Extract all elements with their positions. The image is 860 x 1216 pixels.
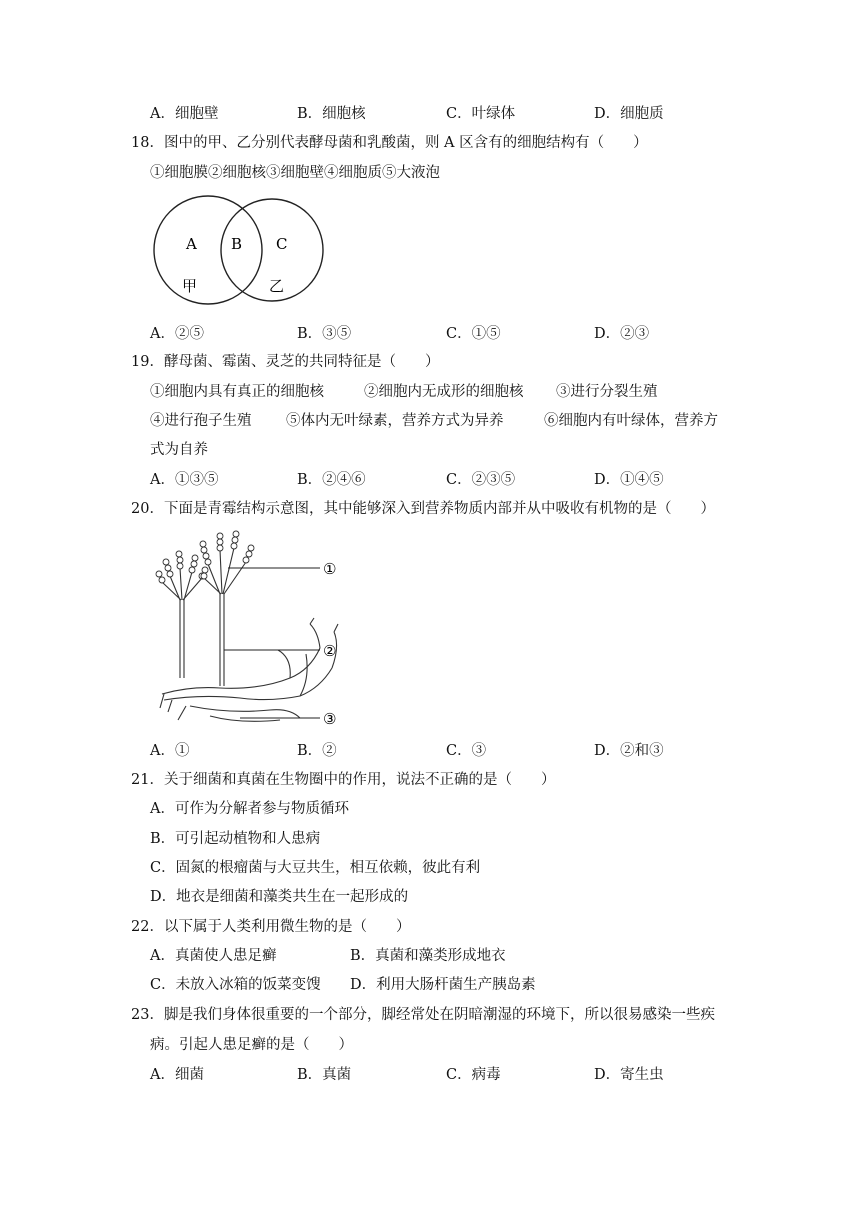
- q19-option-c[interactable]: C．②③⑤: [446, 472, 516, 488]
- venn-label-b: B: [231, 235, 243, 253]
- q18-option-b[interactable]: B．③⑤: [297, 326, 352, 342]
- q18-option-a[interactable]: A．②⑤: [150, 326, 204, 342]
- q21-stem: 21．关于细菌和真菌在生物圈中的作用，说法不正确的是（ ）: [131, 772, 556, 788]
- q19-item-1: ①细胞内具有真正的细胞核: [150, 384, 324, 400]
- q19-option-d[interactable]: D．①④⑤: [594, 472, 664, 488]
- q18-items: ①细胞膜②细胞核③细胞壁④细胞质⑤大液泡: [150, 165, 440, 181]
- q19-option-a[interactable]: A．①③⑤: [150, 472, 219, 488]
- q23-option-a[interactable]: A．细菌: [150, 1067, 204, 1083]
- q23-option-d[interactable]: D．寄生虫: [594, 1067, 664, 1083]
- penicillium-label-3: ③: [323, 710, 337, 728]
- q20-option-b[interactable]: B．②: [297, 743, 337, 759]
- q19-stem: 19．酵母菌、霉菌、灵芝的共同特征是（ ）: [131, 354, 440, 370]
- venn-label-a: A: [186, 235, 197, 253]
- q19-item-2: ②细胞内无成形的细胞核: [364, 384, 524, 400]
- q23-stem-line2: 病。引起人患足癣的是（ ）: [150, 1037, 353, 1053]
- venn-label-c: C: [276, 235, 288, 253]
- q22-option-d[interactable]: D．利用大肠杆菌生产胰岛素: [350, 977, 536, 993]
- q23-option-c[interactable]: C．病毒: [446, 1067, 501, 1083]
- q19-item-4: ④进行孢子生殖: [150, 413, 252, 429]
- q17-option-b[interactable]: B．细胞核: [297, 106, 366, 122]
- penicillium-label-2: ②: [323, 642, 337, 660]
- venn-diagram: [148, 193, 328, 311]
- q20-option-a[interactable]: A．①: [150, 743, 190, 759]
- q17-option-d[interactable]: D．细胞质: [594, 106, 664, 122]
- q20-option-c[interactable]: C．③: [446, 743, 487, 759]
- q22-option-a[interactable]: A．真菌使人患足癣: [150, 948, 277, 964]
- q18-option-c[interactable]: C．①⑤: [446, 326, 501, 342]
- q23-option-b[interactable]: B．真菌: [297, 1067, 352, 1083]
- venn-label-jia: 甲: [182, 277, 198, 295]
- q19-item-5: ⑤体内无叶绿素，营养方式为异养: [286, 413, 504, 429]
- q21-option-d[interactable]: D．地衣是细菌和藻类共生在一起形成的: [150, 889, 409, 905]
- q20-option-d[interactable]: D．②和③: [594, 743, 664, 759]
- q19-option-b[interactable]: B．②④⑥: [297, 472, 366, 488]
- q17-option-a[interactable]: A．细胞壁: [150, 106, 219, 122]
- q21-option-a[interactable]: A．可作为分解者参与物质循环: [150, 801, 349, 817]
- q19-item-3: ③进行分裂生殖: [556, 384, 658, 400]
- q22-option-c[interactable]: C．未放入冰箱的饭菜变馊: [150, 977, 321, 993]
- penicillium-diagram: [150, 528, 360, 734]
- q22-option-b[interactable]: B．真菌和藻类形成地衣: [350, 948, 506, 964]
- q20-stem: 20．下面是青霉结构示意图，其中能够深入到营养物质内部并从中吸收有机物的是（ ）: [131, 501, 715, 517]
- q19-item-6-cont: 式为自养: [150, 442, 208, 458]
- q19-item-6: ⑥细胞内有叶绿体，营养方: [544, 413, 718, 429]
- q21-option-b[interactable]: B．可引起动植物和人患病: [150, 831, 321, 847]
- q18-option-d[interactable]: D．②③: [594, 326, 650, 342]
- q23-stem-line1: 23．脚是我们身体很重要的一个部分，脚经常处在阴暗潮湿的环境下，所以很易感染一些疾: [131, 1007, 715, 1023]
- q17-option-c[interactable]: C．叶绿体: [446, 106, 516, 122]
- q18-stem: 18．图中的甲、乙分别代表酵母菌和乳酸菌，则 A 区含有的细胞结构有（ ）: [131, 135, 648, 151]
- venn-label-yi: 乙: [269, 277, 285, 295]
- penicillium-label-1: ①: [323, 560, 337, 578]
- q21-option-c[interactable]: C．固氮的根瘤菌与大豆共生，相互依赖，彼此有利: [150, 860, 481, 876]
- q22-stem: 22．以下属于人类利用微生物的是（ ）: [131, 919, 411, 935]
